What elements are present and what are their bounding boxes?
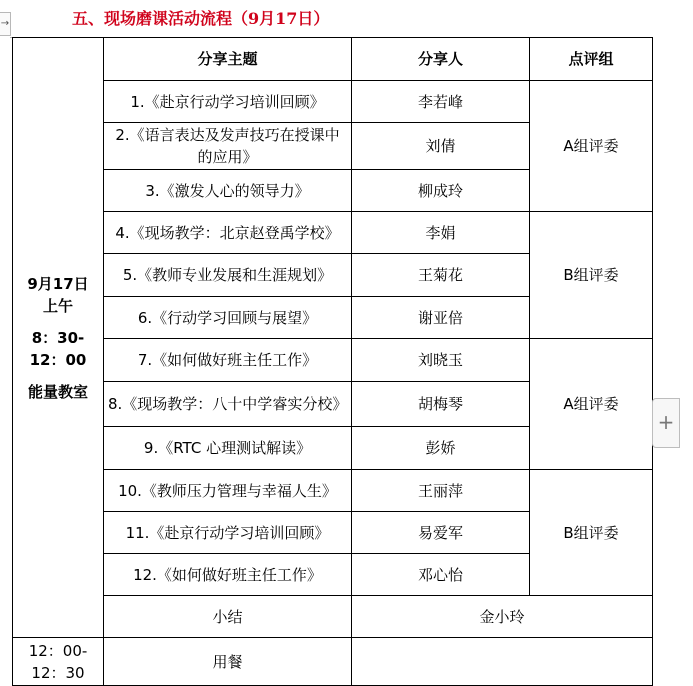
lunch-label: 用餐 [104,638,352,686]
lunch-time: 12：00-12：30 [13,638,104,686]
row-topic: 9.《RTC 心理测试解读》 [104,427,352,470]
row-topic: 3.《激发人心的领导力》 [104,170,352,212]
collapse-arrow-icon[interactable]: → [0,12,11,36]
review-group-2: B组评委 [530,212,653,339]
row-topic: 4.《现场教学：北京赵登禹学校》 [104,212,352,254]
row-topic: 5.《教师专业发展和生涯规划》 [104,254,352,297]
row-speaker: 柳成玲 [352,170,530,212]
row-speaker: 刘晓玉 [352,339,530,382]
header-speaker: 分享人 [352,38,530,81]
row-speaker: 易爱军 [352,512,530,554]
row-speaker: 胡梅琴 [352,382,530,427]
summary-row [13,596,653,638]
time-date: 9月17日 [27,274,89,293]
review-group-3: A组评委 [530,339,653,470]
row-speaker: 王丽萍 [352,470,530,512]
table-row [13,81,653,123]
time-place: 能量教室 [27,382,88,401]
row-speaker: 彭娇 [352,427,530,470]
row-topic: 1.《赴京行动学习培训回顾》 [104,81,352,123]
row-speaker: 刘倩 [352,123,530,170]
section-title: 五、现场磨课活动流程（9月17日） [72,9,330,28]
time-period: 上午 [42,296,73,315]
summary-label: 小结 [104,596,352,638]
time-block-cell [13,38,104,638]
row-topic: 2.《语言表达及发声技巧在授课中的应用》 [104,123,352,170]
row-topic: 6.《行动学习回顾与展望》 [104,297,352,339]
row-topic: 10.《教师压力管理与幸福人生》 [104,470,352,512]
lunch-row [13,638,653,686]
schedule-table [12,37,653,686]
review-group-4: B组评委 [530,470,653,596]
row-speaker: 王菊花 [352,254,530,297]
header-topic: 分享主题 [104,38,352,81]
time-range: 8：30-12：00 [29,328,87,369]
row-speaker: 谢亚倍 [352,297,530,339]
lunch-empty [352,638,653,686]
row-topic: 8.《现场教学：八十中学睿实分校》 [104,382,352,427]
row-speaker: 李娟 [352,212,530,254]
add-icon[interactable]: + [652,398,680,448]
summary-speaker: 金小玲 [352,596,653,638]
header-review: 点评组 [530,38,653,81]
row-topic: 12.《如何做好班主任工作》 [104,554,352,596]
table-row [13,339,653,382]
row-topic: 7.《如何做好班主任工作》 [104,339,352,382]
table-row [13,470,653,512]
row-topic: 11.《赴京行动学习培训回顾》 [104,512,352,554]
table-row [13,212,653,254]
table-header-row [13,38,653,81]
review-group-1: A组评委 [530,81,653,212]
row-speaker: 李若峰 [352,81,530,123]
row-speaker: 邓心怡 [352,554,530,596]
